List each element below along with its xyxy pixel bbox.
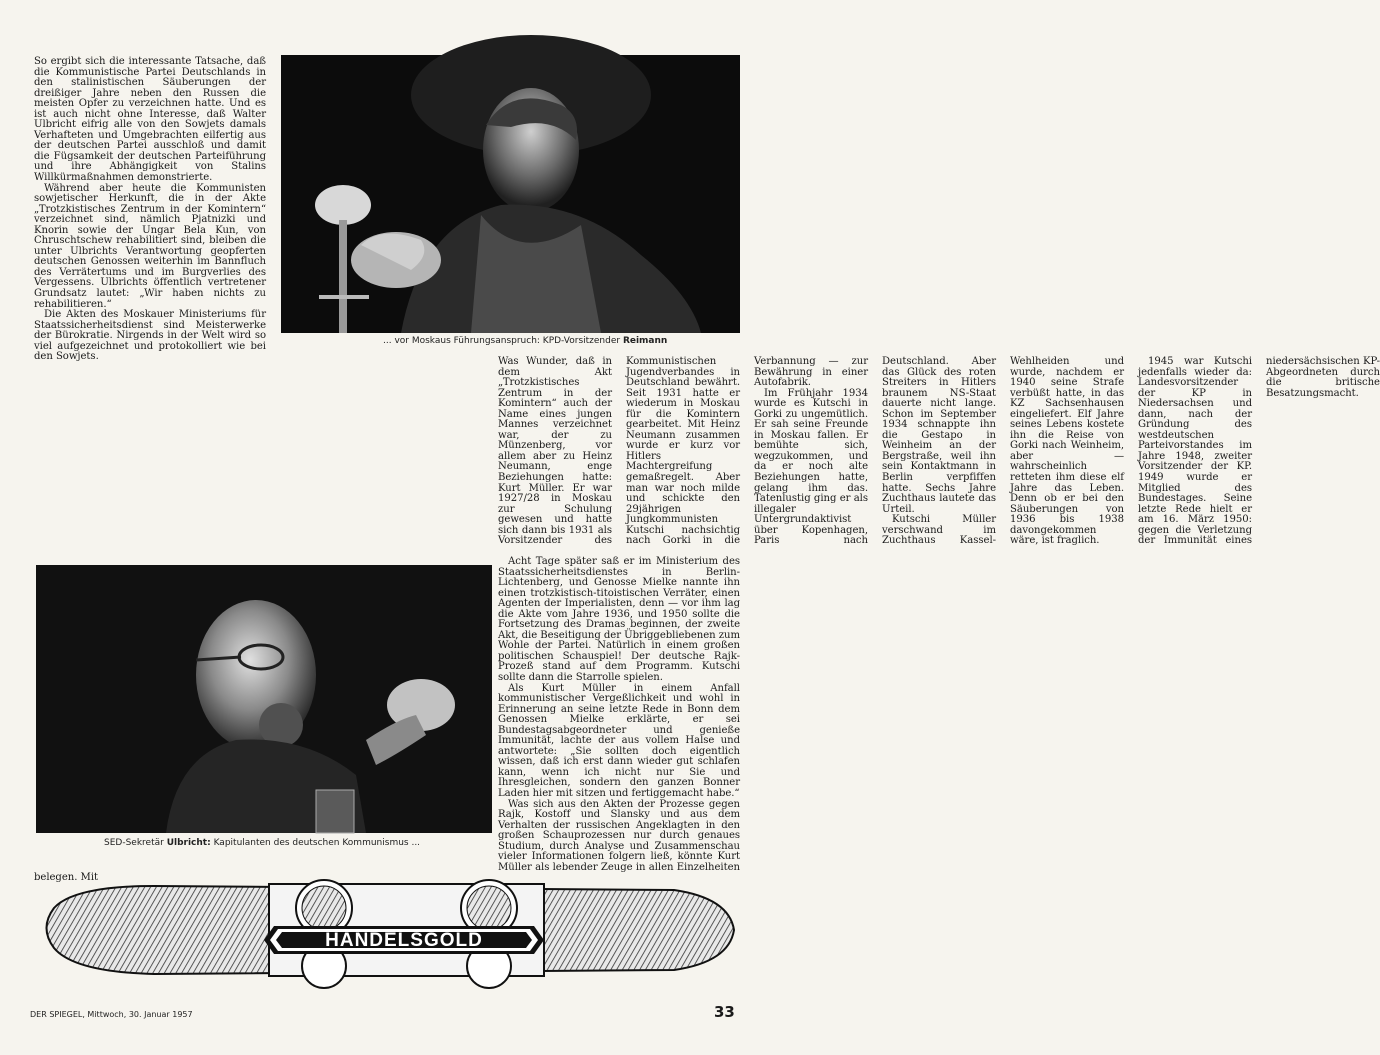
paragraph: 1945 war Kutschi jedenfalls wieder da: Landesvorsitzender der KP in Niedersachsen und dann, nach der Gründung des westdeutschen Parteivorstandes im Jahre 1948, zweiter Vorsitzender der KP. 1949 wurde er Mitglied des Bundestages. Seine letzte Rede hielt er am 16. März 1950: gegen die Verletzung der Immunität eines niedersächsischen KP-Abgeordneten durch die britische Besatzungsmacht. [1138, 356, 1380, 547]
paragraph: Die Akten des Moskauer Ministeriums für Staatssicherheitsdienst sind Meisterwerke der Bürokratie. Nirgends in der Welt wird so viel aufgezeichnet und protokolliert wie bei den Sowjets. [34, 309, 266, 363]
cigar-illustration [34, 868, 740, 988]
paragraph: Im Frühjahr 1934 wurde es Kutschi in Gorki zu ungemütlich. Er sah seine Freunde in Moskau fallen. Er bemühte sich, wegzukommen, und da er noch alte Beziehungen hatte, gelang ihm das. Tatenlustig ging er als illegaler Untergrundaktivist über Kopenhagen, Paris nach Deutschland. Aber das Glück des roten Streiters in Hitlers braunem NS-Staat dauerte nicht lange. Schon im September 1934 schnappte ihn die Gestapo in Weinheim an der Bergstraße, weil ihn sein Kontaktmann in Berlin verpfiffen hatte. Sechs Jahre Zuchthaus lautete das Urteil. [754, 356, 996, 547]
paragraph: Was Wunder, daß in dem Akt „Trotzkistisches Zentrum in der Komintern“ auch der Name eines jungen Mannes verzeichnet war, der zu Münzenberg, vor allem aber zu Heinz Neumann, enge Beziehungen hatte: Kurt Müller. Er war 1927/28 in Moskau zur Schulung gewesen und hatte sich dann bis 1931 als Vorsitzender des Kommunistischen Jugendverbandes in Deutschland bewährt. Seit 1931 hatte er wiederum in Moskau für die Komintern gearbeitet. Mit Heinz Neumann zusammen wurde er kurz vor Hitlers Machtergreifung gemaßregelt. Aber man war noch milde und schickte den 29jährigen Jungkommunisten Kutschi nachsichtig nach Gorki in die Verbannung — zur Bewährung in einer Autofabrik. [498, 356, 868, 547]
advertisement-handelsgold [34, 868, 740, 988]
photo-reimann [281, 55, 740, 333]
publication-footer: DER SPIEGEL, Mittwoch, 30. Januar 1957 [30, 1010, 193, 1019]
photo-ulbricht [36, 565, 492, 833]
page-number: 33 [714, 1003, 735, 1021]
paragraph: Als Kurt Müller in einem Anfall kommunistischer Vergeßlichkeit und wohl in Erinnerung an seine letzte Rede in Bonn dem Genossen Mielke erklärte, er sei Bundestagsabgeordneter und genieße Immunität, lachte der aus vollem Halse und antwortete: „Sie sollten doch eigentlich wissen, daß ich erst dann wieder gut schlafen kann, wenn ich nicht nur Sie und Ihresgleichen, sondern den ganzen Bonner Laden hier mit sitzen und fertiggemacht habe.“ [498, 682, 740, 800]
paragraph: Kutschi Müller verschwand im Zuchthaus Kassel-Wehlheiden und wurde, nachdem er 1940 seine Strafe verbüßt hatte, in das KZ Sachsenhausen eingeliefert. Elf Jahre seines Lebens kostete ihn die Reise von Gorki nach Weinheim, aber — wahrscheinlich retteten ihm diese elf Jahre das Leben. Denn ob er bei den Säuberungen von 1936 bis 1938 davongekommen wäre, ist fraglich. [882, 356, 1124, 547]
photo-reimann-image [281, 55, 740, 333]
photo-ulbricht-image [36, 565, 492, 833]
paragraph: Während aber heute die Kommunisten sowjetischer Herkunft, die in der Akte „Trotzkistisches Zentrum in der Komintern“ verzeichnet sind, nämlich Pjatnizki und Knorin sowie der Ungar Bela Kun, von Chruschtschew rehabilitiert sind, bleiben die unter Ulbrichts Verantwortung geopferten deutschen Genossen weiterhin im Bannfluch des Verrätertums und im Burgverlies des Vergessens. Ulbrichts öffentlich vertretener Grundsatz lautet: „Wir haben nichts zu rehabilitieren.“ [34, 182, 266, 310]
paragraph: So ergibt sich die interessante Tatsache, daß die Kommunistische Partei Deutschlands in den stalinistischen Säuberungen der dreißiger Jahre neben den Russen die meisten Opfer zu verzeichnen hatte. Und es ist auch nicht ohne Interesse, daß Walter Ulbricht eifrig alle von den Sowjets damals Verhafteten und Umgebrachten eilfertig aus der deutschen Partei ausschloß und damit die Fügsamkeit der deutschen Parteiführung und ihre Abhängigkeit von Stalins Willkürmaßnahmen demonstrierte. [34, 56, 266, 184]
article-column-left [34, 56, 266, 363]
paragraph: Was sich aus den Akten der Prozesse gegen Rajk, Kostoff und Slansky und aus dem Verhalten der russischen Angeklagten in den großen Schauprozessen nur durch genaues Studium, durch Analyse und Zusammenschau vieler Informationen folgern ließ, könnte Kurt Müller als lebender Zeuge in allen Einzelheiten belegen. Mit [34, 798, 740, 884]
photo-caption-ulbricht: SED-Sekretär Ulbricht: Kapitulanten des deutschen Kommunismus ... [104, 838, 421, 848]
photo-caption-reimann: ... vor Moskaus Führungsanspruch: KPD-Vorsitzender Reimann [383, 336, 668, 346]
paragraph: Acht Tage später saß er im Ministerium des Staatssicherheitsdienstes in Berlin-Lichtenberg, und Genosse Mielke nannte ihn einen trotzkistisch-titoistischen Verräter, einen Agenten der Imperialisten, denn — vor ihm lag die Akte vom Jahre 1936, und 1950 sollte die Fortsetzung des Dramas beginnen, der zweite Akt, die Beseitigung der Übriggebliebenen zum Wohle der Partei. Natürlich in einem großen politischen Schauspiel! Der deutsche Rajk-Prozeß stand auf dem Programm. Kutschi sollte dann die Starrolle spielen. [498, 556, 740, 684]
ad-brand-text: HANDELSGOLD [325, 930, 483, 951]
